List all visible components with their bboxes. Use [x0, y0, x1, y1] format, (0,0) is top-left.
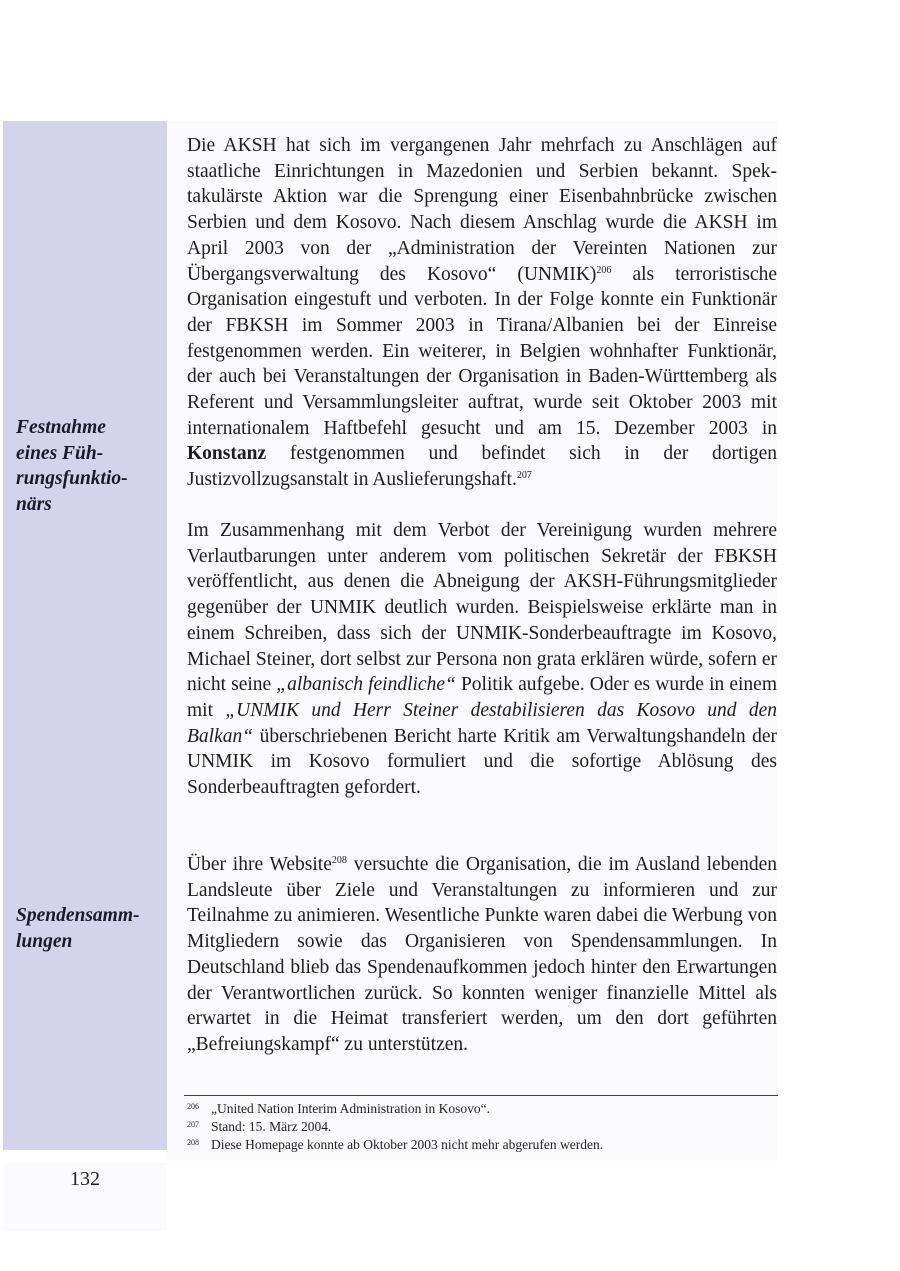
text-run: festgenommen und befindet sich in der dortigen Justizvollzugsanstalt in Auslieferungshaft.	[187, 443, 777, 491]
text-run: versuchte die Organisation, die im Ausland lebenden Landsleute über Ziele und Veranstaltungen zu informieren und zur Teilnahme zu animieren. Wesentliche Punkte waren dabei die Werbung von Mitgliedern sowie das Organisieren von Spendensammlungen. In Deutschland blieb das Spendenaufkommen jedoch hinter den Erwartungen der Verantwortlichen zurück. So konnten weniger finanzielle Mittel als erwartet in die Heimat transferiert werden, um den dort geführten „Befreiungskampf“ zu unterstützen.	[187, 854, 778, 1055]
footnote-text: Diese Homepage konnte ab Oktober 2003 nicht mehr abgerufen werden.	[211, 1137, 604, 1152]
footnote-item	[187, 1136, 777, 1154]
margin-sidebar	[3, 121, 167, 1150]
page-number-box	[3, 1163, 167, 1231]
paragraph-1	[187, 133, 777, 493]
text-run: Die AKSH hat sich im vergangenen Jahr mehrfach zu Anschlägen auf staatliche Einrichtungen in Mazedonien und Serbien bekannt. Spektakulärste Aktion war die Sprengung einer Eisenbahnbrücke zwischen Serbien und dem Kosovo. Nach diesem Anschlag wurde die AKSH im April 2003 von der „Administration der Vereinten Nationen zur Übergangsverwaltung des Kosovo“ (UNMIK)	[187, 135, 777, 285]
footnote-text: „United Nation Interim Administration in Kosovo“.	[211, 1101, 490, 1116]
margin-note-line: Spendensamm-	[16, 905, 140, 926]
footnote-number: 207	[187, 1120, 199, 1129]
margin-note-line: rungsfunktio-	[16, 468, 128, 489]
footnote-text: Stand: 15. März 2004.	[211, 1119, 332, 1134]
text-run: Politik aufgebe. Oder es wurde in einem mit	[187, 674, 778, 721]
footnote-ref-207: 207	[516, 470, 532, 482]
margin-note-line: lungen	[16, 930, 73, 952]
quote-italic: „albanisch feindliche“	[276, 674, 456, 696]
margin-note-line: eines Füh-	[16, 442, 104, 464]
margin-note-line: närs	[16, 493, 52, 515]
margin-note-donations	[16, 903, 162, 954]
footnotes	[187, 1100, 777, 1154]
footnote-ref-208: 208	[331, 855, 347, 866]
paragraph-2	[187, 518, 777, 801]
footnote-item	[187, 1100, 777, 1118]
text-run: überschriebenen Bericht harte Kritik am Verwaltungshandeln der UNMIK im Kosovo formuliert und die sofortige Ablösung des Sonderbeauftragten gefordert.	[187, 725, 777, 799]
text-run: als terroristische Organisation eingestuft und verboten. In der Folge konnte ein Funktionär der FBKSH im Sommer 2003 in Tirana/Albanien bei der Einreise festgenommen werden. Ein weiterer, in Belgien wohnhafter Funktionär, der auch bei Veranstaltungen der Organisation in Baden-Württemberg als Referent und Versammlungsleiter auftrat, wurde seit Oktober 2003 mit internationalem Haftbefehl gesucht und am 15. Dezember 2003 in	[187, 263, 777, 439]
paragraph-1-block	[187, 133, 777, 493]
footnote-number: 206	[187, 1102, 199, 1111]
footnote-ref-206: 206	[596, 264, 612, 276]
margin-note-line: Festnahme	[16, 417, 106, 438]
footnote-number: 208	[187, 1138, 199, 1147]
margin-note-arrest	[16, 415, 162, 517]
footnote-item	[187, 1118, 777, 1136]
quote-italic: „UNMIK und Herr Steiner destabilisieren das Kosovo und den Balkan“	[187, 699, 777, 747]
footnote-divider	[184, 1095, 778, 1096]
text-run: Im Zusammenhang mit dem Verbot der Vereinigung wurden mehrere Verlautbarungen unter anderem vom politischen Sekretär der FBKSH veröffentlicht, aus denen die Abneigung der AKSH-Führungsmitglieder gegenüber der UNMIK deutlich wurden. Beispielsweise erklärte man in einem Schreiben, dass sich der UNMIK-Sonderbeauftragte im Kosovo, Michael Steiner, dort selbst zur Persona non grata erklären würde, sofern er nicht seine	[187, 520, 777, 696]
paragraph-3-block	[187, 852, 777, 1058]
paragraph-3	[187, 852, 777, 1058]
text-run: Über ihre Website	[187, 854, 332, 875]
page-number: 132	[70, 1168, 100, 1190]
paragraph-2-block	[187, 518, 777, 801]
bold-place-name: Konstanz	[187, 443, 267, 465]
